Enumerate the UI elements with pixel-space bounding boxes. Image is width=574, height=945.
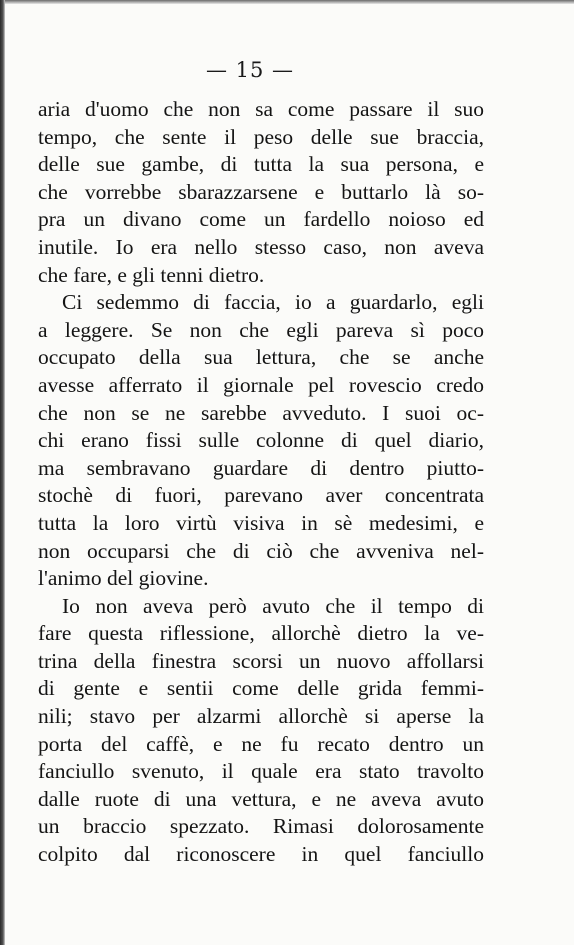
text-line: occupato della sua lettura, che se anche bbox=[38, 345, 484, 370]
text-line: ma sembravano guardare di dentro piutto- bbox=[38, 455, 484, 480]
text-line: pra un divano come un fardello noioso ed bbox=[38, 207, 484, 232]
text-line: di gente e sentii come delle grida femmi- bbox=[38, 676, 484, 701]
text-line: che fare, e gli tenni dietro. bbox=[38, 262, 265, 287]
text-line: trina della finestra scorsi un nuovo affollarsi bbox=[38, 648, 484, 673]
text-line: aria d'uomo che non sa come passare il suo bbox=[38, 97, 484, 121]
text-line: dalle ruote di una vettura, e ne aveva avuto bbox=[38, 786, 484, 811]
text-line: inutile. Io era nello stesso caso, non aveva bbox=[38, 234, 484, 259]
page-number: — 15 — bbox=[205, 58, 295, 82]
text-line: un braccio spezzato. Rimasi dolorosamente bbox=[38, 814, 484, 839]
text-line: l'animo del giovine. bbox=[38, 566, 209, 591]
text-line: avesse afferrato il giornale pel rovescio credo bbox=[38, 372, 484, 397]
text-line: fanciullo svenuto, il quale era stato travolto bbox=[38, 759, 484, 784]
text-line: tutta la loro virtù visiva in sè medesimi, e bbox=[38, 510, 484, 535]
text-line: Io non aveva però avuto che il tempo di bbox=[62, 593, 484, 618]
body-text bbox=[38, 96, 484, 869]
text-line: a leggere. Se non che egli pareva sì poco bbox=[38, 317, 484, 342]
text-line: nili; stavo per alzarmi allorchè si aperse la bbox=[38, 704, 484, 729]
text-line: chi erano fissi sulle colonne di quel diario, bbox=[38, 428, 484, 453]
text-line: porta del caffè, e ne fu recato dentro un bbox=[38, 731, 484, 756]
text-line: che vorrebbe sbarazzarsene e buttarlo là so- bbox=[38, 179, 484, 204]
text-line: Ci sedemmo di faccia, io a guardarlo, egli bbox=[62, 290, 484, 315]
text-line: che non se ne sarebbe avveduto. I suoi oc- bbox=[38, 400, 484, 425]
text-line: stochè di fuori, parevano aver concentrata bbox=[38, 483, 484, 508]
page-top-edge bbox=[0, 0, 574, 4]
text-line: colpito dal riconoscere in quel fanciullo bbox=[38, 842, 484, 867]
text-line: tempo, che sente il peso delle sue braccia, bbox=[38, 124, 484, 149]
text-line: fare questa riflessione, allorchè dietro la ve- bbox=[38, 621, 484, 646]
page-binding-edge bbox=[0, 0, 5, 945]
text-line: delle sue gambe, di tutta la sua persona, e bbox=[38, 152, 484, 177]
text-line: non occuparsi che di ciò che avveniva nel- bbox=[38, 538, 484, 563]
